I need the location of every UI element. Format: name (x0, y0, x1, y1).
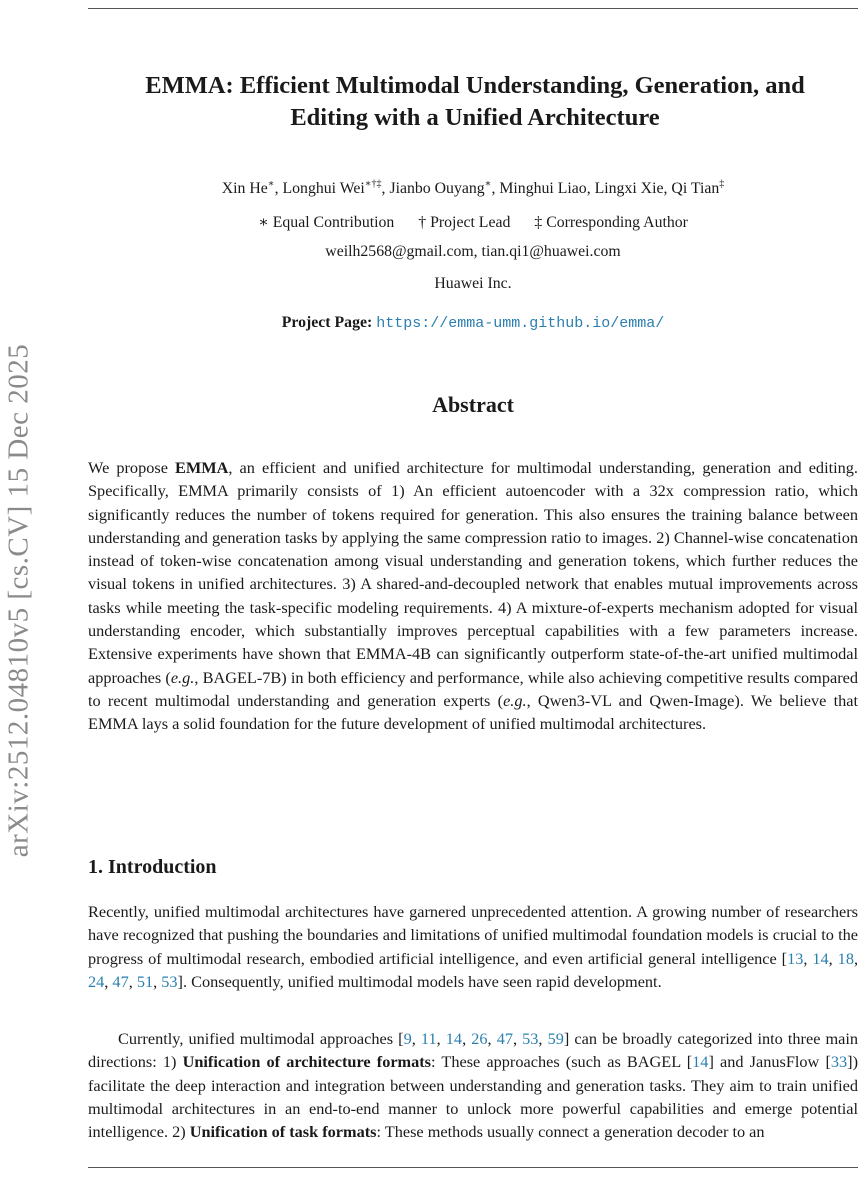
citation-link[interactable]: 47 (496, 1029, 513, 1048)
bottom-rule (88, 1167, 858, 1168)
citation-link[interactable]: 11 (420, 1029, 437, 1048)
author-name: Lingxi Xie (594, 180, 664, 197)
citation-link[interactable]: 14 (692, 1052, 709, 1072)
intro-paragraph-2: Currently, unified multimodal approaches [9, 11, 14, 26, 47, 53, 59] can be broadly categorized into three main directions: 1) Unification of architecture formats: These approaches (such as BAGEL [14] and JanusFlow [33]) facilitate the deep interaction and integration between understanding and generation tasks. They aim to train unified multimodal architectures in an end-to-end manner to unlock more powerful capabilities and emerge potential intelligence. 2) Unification of task formats: These methods usually connect a generation decoder to an (88, 1029, 858, 1142)
role-project-lead: † Project Lead (418, 214, 511, 231)
intro-paragraph-1: Recently, unified multimodal architectures have garnered unprecedented attention. A growing number of researchers have recognized that pushing the boundaries and limitations of unified multimodal foundation models is crucial to the progress of multimodal research, embodied artificial intelligence, and even artificial general intelligence [13, 14, 18, 24, 47, 51, 53]. Consequently, unified multimodal models have seen rapid development. (88, 902, 858, 991)
author-name: Qi Tian (671, 180, 720, 197)
abstract-text-2: , BAGEL-7B) in both efficiency and performance, while also achieving competitive results compared to recent multimodal understanding and generation experts ( (88, 667, 858, 710)
abstract-text-3: , Qwen3-VL and Qwen-Image). We believe that EMMA lays a solid foundation for the future development of unified multimodal architectures. (88, 690, 858, 734)
intro-p1-end: ]. Consequently, unified multimodal models have seen rapid development. (177, 971, 662, 991)
citation-link[interactable]: 59 (547, 1029, 564, 1048)
author-separator: , (381, 180, 390, 197)
top-rule (88, 8, 858, 9)
intro-p2-bold-architecture: Unification of architecture formats (182, 1052, 432, 1072)
project-page-link[interactable]: https://emma-umm.github.io/emma/ (376, 315, 665, 332)
intro-p2-bold-task: Unification of task formats (189, 1122, 377, 1142)
author-name: Longhui Wei (282, 180, 365, 197)
project-page (88, 314, 858, 332)
affiliation: Huawei Inc. (434, 275, 512, 292)
intro-p1-text: Recently, unified multimodal architectures have garnered unprecedented attention. A growing number of researchers have recognized that pushing the boundaries and limitations of unified multimodal foundation models is crucial to the progress of multimodal research, embodied artificial intelligence, and even artificial general intelligence [ (88, 902, 858, 968)
author-list (88, 180, 858, 198)
intro-p2-text-e: ]) facilitate the deep interaction and integration between understanding and generation tasks. They aim to train unified multimodal architectures in an end-to-end manner to unlock more powerful capabilities and emerge potential intelligence. 2) (88, 1052, 858, 1142)
author-separator: , (274, 180, 283, 197)
title-line-2: Editing with a Unified Architecture (290, 104, 660, 131)
citation-link[interactable]: 53 (522, 1029, 539, 1048)
author-separator: , (491, 180, 500, 197)
arxiv-identifier: arXiv:2512.04810v5 [cs.CV] 15 Dec 2025 (2, 343, 35, 857)
role-corresponding-author: ‡ Corresponding Author (534, 214, 688, 231)
abstract-eg-1: e.g. (170, 667, 195, 687)
paper-title (80, 70, 858, 134)
author-marks: ∗ (484, 178, 492, 190)
abstract-heading: Abstract (432, 392, 514, 417)
author-separator: , (586, 180, 595, 197)
author-name: Xin He (221, 180, 268, 197)
intro-p2-text-d: ] and JanusFlow [ (708, 1052, 831, 1072)
intro-p2-text-f: : These methods usually connect a generation decoder to an (376, 1122, 765, 1142)
citation-link[interactable]: 13 (787, 948, 804, 968)
abstract-lead: We propose (88, 458, 176, 477)
citation-link[interactable]: 24 (88, 971, 105, 991)
project-page-label: Project Page: (281, 314, 373, 331)
section-heading-introduction: 1. Introduction (88, 856, 217, 878)
abstract-body (88, 456, 858, 736)
role-equal-contribution: ∗ Equal Contribution (258, 214, 395, 231)
citation-link[interactable]: 18 (837, 948, 854, 968)
abstract-text-1: , an efficient and unified architecture for multimodal understanding, generation and editing. Specifically, EMMA primarily consists of 1) An efficient autoencoder with a 32x compression ratio, which significantly reduces the number of tokens required for generation. This also ensures the training balance between understanding and generation tasks by applying the same compression ratio to images. 2) Channel-wise concatenation instead of token-wise concatenation among visual understanding and generation tokens, which further reduces the visual tokens in unified architectures. 3) A shared-and-decoupled network that enables mutual improvements across tasks while meeting the task-specific modeling requirements. 4) A mixture-of-experts mechanism adopted for visual understanding encoder, which substantially improves perceptual capabilities with a few parameters increase. Extensive experiments have shown that EMMA-4B can significantly outperform state-of-the-art unified multimodal approaches ( (88, 458, 858, 687)
citation-link[interactable]: 26 (471, 1029, 488, 1048)
author-name: Jianbo Ouyang (389, 180, 485, 197)
abstract-emma-bold: EMMA (175, 458, 229, 477)
citation-link[interactable]: 14 (812, 948, 829, 968)
intro-p2-text-a: Currently, unified multimodal approaches [ (118, 1029, 404, 1048)
contact-emails: weilh2568@gmail.com, tian.qi1@huawei.com (325, 243, 621, 260)
author-marks: ‡ (719, 178, 725, 190)
citation-link[interactable]: 53 (161, 971, 178, 991)
title-line-1: EMMA: Efficient Multimodal Understanding, Generation, and (145, 72, 805, 99)
intro-p2-text-b: ] can be broadly categorized into three main directions: 1) (88, 1029, 858, 1072)
author-marks: ∗ (267, 178, 275, 190)
author-marks: ∗†‡ (364, 178, 382, 190)
intro-p2-text-c: : These approaches (such as BAGEL [ (431, 1052, 693, 1072)
citation-link[interactable]: 9 (403, 1029, 412, 1048)
abstract-eg-2: e.g. (503, 690, 527, 710)
citation-link[interactable]: 47 (112, 971, 129, 991)
author-roles (88, 212, 858, 232)
citation-link[interactable]: 33 (830, 1052, 848, 1072)
author-name: Minghui Liao (499, 180, 587, 197)
citation-link[interactable]: 51 (136, 971, 154, 991)
author-separator: , (663, 180, 672, 197)
citation-link[interactable]: 14 (445, 1029, 463, 1048)
arxiv-sidebar (0, 300, 38, 900)
